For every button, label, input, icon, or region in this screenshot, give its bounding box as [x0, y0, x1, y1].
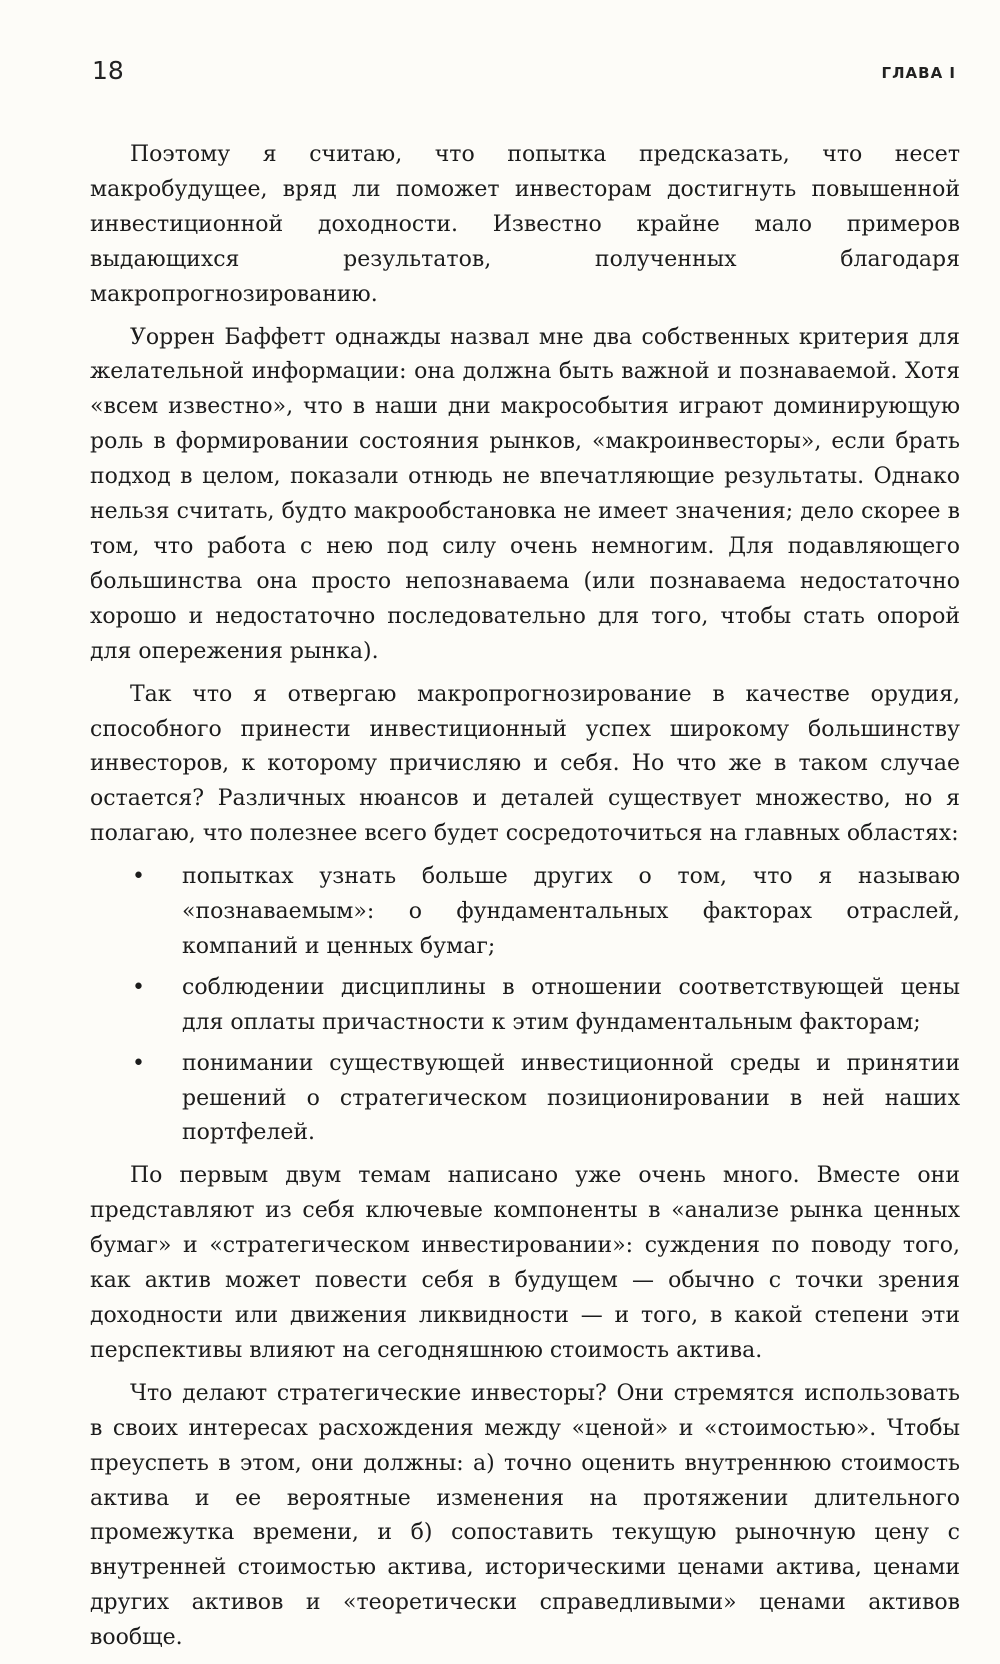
list-item	[90, 971, 960, 1041]
paragraph: Так что я отвергаю макропрогнозирование в качестве орудия, способного принести инвестиционный успех широкому большинству инвесторов, к которому причисляю и себя. Но что же в таком случае остается? Различных нюансов и деталей существует множество, но я полагаю, что полезнее всего будет сосредоточиться на главных областях:	[90, 681, 960, 847]
bullet-list	[90, 860, 960, 1151]
paragraph: Уоррен Баффетт однажды назвал мне два собственных критерия для желательной информации: она должна быть важной и познаваемой. Хотя «всем известно», что в наши дни макрособытия играют доминирующую роль в формировании состояния рынков, «макроинвесторы», если брать подход в целом, показали отнюдь не впечатляющие результаты. Однако нельзя считать, будто макрообстановка не имеет значения; дело скорее в том, что работа с нею под силу очень немногим. Для подавляющего большинства она просто непознаваема (или познаваема недостаточно хорошо и недостаточно последовательно для того, чтобы стать опорой для опережения рынка).	[90, 324, 960, 664]
paragraph: Поэтому я считаю, что попытка предсказать, что несет макробудущее, вряд ли поможет инвесторам достигнуть повышенной инвестиционной доходности. Известно крайне мало примеров выдающихся результатов, полученных благодаря макропрогнозированию.	[90, 142, 960, 307]
list-item-text: попытках узнать больше других о том, что я называю «познаваемым»: о фундаментальных факторах отраслей, компаний и ценных бумаг;	[182, 864, 960, 959]
paragraph: Что делают стратегические инвесторы? Они стремятся использовать в своих интересах расхождения между «ценой» и «стоимостью». Чтобы преуспеть в этом, они должны: а) точно оценить внутреннюю стоимость актива и ее вероятные изменения на протяжении длительного промежутка времени, и б) сопоставить текущую рыночную цену с внутренней стоимостью актива, историческими ценами актива, ценами других активов и «теоретически справедливыми» ценами активов вообще.	[90, 1380, 960, 1651]
bullet-icon: •	[132, 1050, 145, 1076]
paragraph: По первым двум темам написано уже очень много. Вместе они представляют из себя ключевые компоненты в «анализе рынка ценных бумаг» и «стратегическом инвестировании»: суждения по поводу того, как актив может повести себя в будущем — обычно с точки зрения доходности или движения ликвидности — и того, в какой степени эти перспективы влияют на сегодняшнюю стоимость актива.	[90, 1163, 960, 1363]
bullet-icon: •	[132, 864, 145, 890]
page-number: 18	[92, 56, 124, 85]
bullet-icon: •	[132, 974, 145, 1000]
page-header	[92, 52, 956, 92]
list-item	[90, 1047, 960, 1152]
body-text	[90, 138, 960, 1664]
list-item	[90, 860, 960, 965]
list-item-text: понимании существующей инвестиционной среды и принятии решений о стратегическом позиционировании в ней наших портфелей.	[182, 1050, 960, 1146]
chapter-label: ГЛАВА I	[881, 64, 956, 82]
list-item-text: соблюдении дисциплины в отношении соответствующей цены для оплаты причастности к этим фундаментальным факторам;	[182, 974, 960, 1035]
